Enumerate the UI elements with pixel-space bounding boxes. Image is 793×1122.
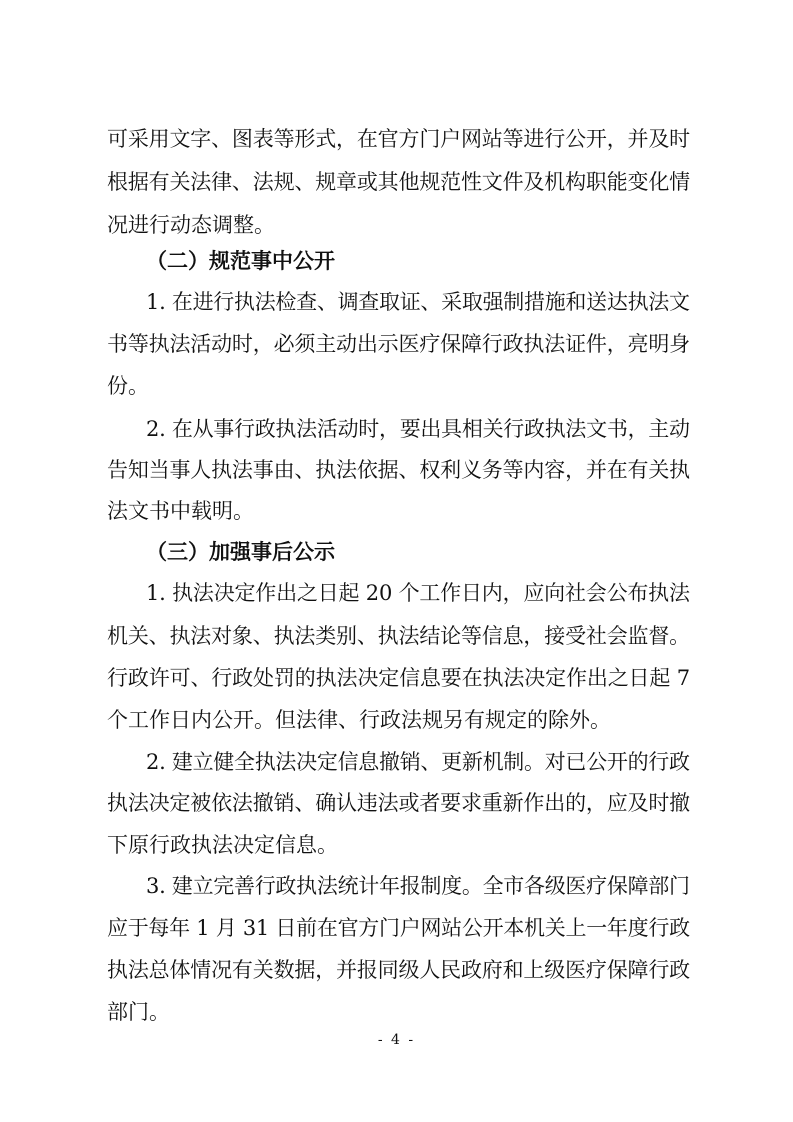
body-text-line: 执法总体情况有关数据，并报同级人民政府和上级医疗保障行政 (107, 958, 690, 982)
body-text-line: 3. 建立完善行政执法统计年报制度。全市各级医疗保障部门 (146, 874, 690, 898)
body-text-line: 个工作日内公开。但法律、行政法规另有规定的除外。 (107, 708, 611, 732)
body-text-line: 下原行政执法决定信息。 (107, 833, 338, 857)
body-text-line: 1. 在进行执法检查、调查取证、采取强制措施和送达执法文 (146, 290, 690, 314)
body-text-line: 法文书中载明。 (107, 499, 254, 523)
body-text-line: 告知当事人执法事由、执法依据、权利义务等内容，并在有关执 (107, 458, 690, 482)
page-number: - 4 - (377, 1032, 416, 1048)
body-text-line: 执法决定被依法撤销、确认违法或者要求重新作出的，应及时撤 (107, 791, 690, 815)
body-text-line: 根据有关法律、法规、规章或其他规范性文件及机构职能变化情 (107, 170, 690, 194)
section-heading: （二）规范事中公开 (146, 249, 335, 273)
body-text-line: 1. 执法决定作出之日起 20 个工作日内，应向社会公布执法 (146, 581, 690, 605)
body-text-line: 可采用文字、图表等形式，在官方门户网站等进行公开，并及时 (107, 127, 690, 151)
body-text-line: 书等执法活动时，必须主动出示医疗保障行政执法证件，亮明身 (107, 332, 690, 356)
body-text-line: 部门。 (107, 1000, 170, 1024)
body-text-line: 应于每年 1 月 31 日前在官方门户网站公开本机关上一年度行政 (107, 916, 690, 940)
body-text-line: 份。 (107, 374, 149, 398)
body-text-line: 2. 建立健全执法决定信息撤销、更新机制。对已公开的行政 (146, 750, 690, 774)
body-text-line: 况进行动态调整。 (107, 213, 275, 237)
body-text-line: 行政许可、行政处罚的执法决定信息要在执法决定作出之日起 7 (107, 666, 691, 690)
body-text-line: 2. 在从事行政执法活动时，要出具相关行政执法文书，主动 (146, 417, 690, 441)
section-heading: （三）加强事后公示 (146, 540, 335, 564)
body-text-line: 机关、执法对象、执法类别、执法结论等信息，接受社会监督。 (107, 624, 690, 648)
